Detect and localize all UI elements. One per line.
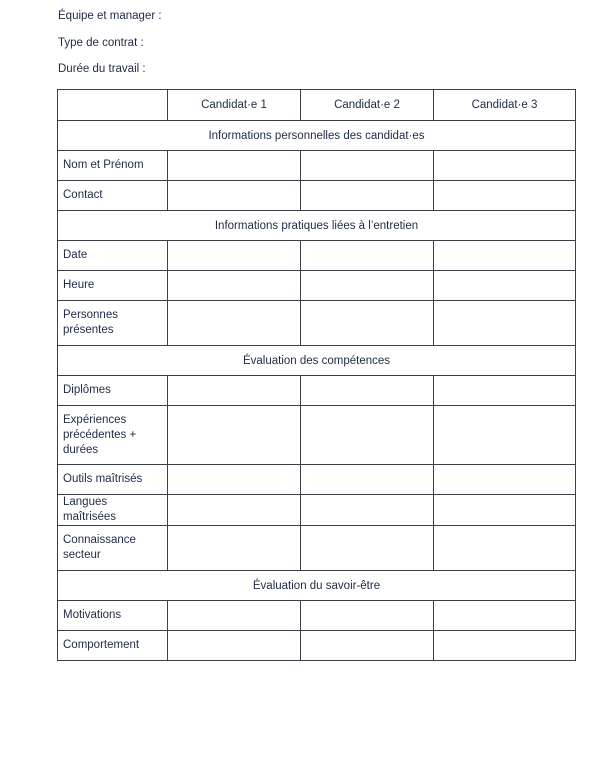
table-row (58, 406, 576, 465)
input-cell-candidate-2[interactable] (301, 631, 434, 661)
section-row-practical (58, 211, 576, 241)
input-cell-candidate-2[interactable] (301, 241, 434, 271)
header-candidate-3: Candidat·e 3 (434, 90, 576, 121)
input-cell-candidate-2[interactable] (301, 301, 434, 346)
input-cell-candidate-3[interactable] (434, 241, 576, 271)
input-cell-candidate-3[interactable] (434, 181, 576, 211)
row-label-attendees: Personnes présentes (58, 301, 168, 346)
row-label-behavior: Comportement (58, 631, 168, 661)
row-label-diplomas: Diplômes (58, 376, 168, 406)
row-label-contact: Contact (58, 181, 168, 211)
input-cell-candidate-1[interactable] (168, 181, 301, 211)
input-cell-candidate-1[interactable] (168, 526, 301, 571)
input-cell-candidate-3[interactable] (434, 376, 576, 406)
row-label-date: Date (58, 241, 168, 271)
section-title-soft-skills: Évaluation du savoir-être (58, 571, 576, 601)
input-cell-candidate-1[interactable] (168, 151, 301, 181)
input-cell-candidate-2[interactable] (301, 181, 434, 211)
section-row-soft-skills (58, 571, 576, 601)
table-row (58, 241, 576, 271)
row-label-name: Nom et Prénom (58, 151, 168, 181)
table-row (58, 526, 576, 571)
input-cell-candidate-2[interactable] (301, 601, 434, 631)
input-cell-candidate-1[interactable] (168, 271, 301, 301)
input-cell-candidate-1[interactable] (168, 241, 301, 271)
input-cell-candidate-2[interactable] (301, 526, 434, 571)
input-cell-candidate-1[interactable] (168, 301, 301, 346)
table-row (58, 601, 576, 631)
input-cell-candidate-3[interactable] (434, 526, 576, 571)
input-cell-candidate-2[interactable] (301, 495, 434, 526)
contract-type-label: Type de contrat : (58, 37, 144, 49)
input-cell-candidate-3[interactable] (434, 301, 576, 346)
input-cell-candidate-2[interactable] (301, 151, 434, 181)
input-cell-candidate-3[interactable] (434, 631, 576, 661)
input-cell-candidate-1[interactable] (168, 631, 301, 661)
input-cell-candidate-1[interactable] (168, 406, 301, 465)
input-cell-candidate-1[interactable] (168, 465, 301, 495)
row-label-sector: Connaissance secteur (58, 526, 168, 571)
table-row (58, 271, 576, 301)
header-candidate-1: Candidat·e 1 (168, 90, 301, 121)
input-cell-candidate-2[interactable] (301, 406, 434, 465)
input-cell-candidate-2[interactable] (301, 465, 434, 495)
section-title-personal: Informations personnelles des candidat·es (58, 121, 576, 151)
input-cell-candidate-1[interactable] (168, 601, 301, 631)
section-row-personal (58, 121, 576, 151)
section-row-skills (58, 346, 576, 376)
section-title-skills: Évaluation des compétences (58, 346, 576, 376)
input-cell-candidate-3[interactable] (434, 406, 576, 465)
work-duration-label: Durée du travail : (58, 63, 146, 75)
team-manager-label: Équipe et manager : (58, 10, 162, 22)
table-row (58, 376, 576, 406)
input-cell-candidate-1[interactable] (168, 495, 301, 526)
input-cell-candidate-3[interactable] (434, 601, 576, 631)
table-row (58, 181, 576, 211)
input-cell-candidate-3[interactable] (434, 151, 576, 181)
table-row (58, 495, 576, 526)
candidate-evaluation-table (57, 89, 576, 661)
row-label-tools: Outils maîtrisés (58, 465, 168, 495)
header-candidate-2: Candidat·e 2 (301, 90, 434, 121)
header-empty-cell (58, 90, 168, 121)
table-row (58, 465, 576, 495)
input-cell-candidate-3[interactable] (434, 495, 576, 526)
input-cell-candidate-3[interactable] (434, 271, 576, 301)
row-label-time: Heure (58, 271, 168, 301)
input-cell-candidate-2[interactable] (301, 271, 434, 301)
table-header-row (58, 90, 576, 121)
table-row (58, 151, 576, 181)
table-row (58, 631, 576, 661)
input-cell-candidate-1[interactable] (168, 376, 301, 406)
row-label-motivations: Motivations (58, 601, 168, 631)
row-label-experience: Expériences précédentes + durées (58, 406, 168, 465)
input-cell-candidate-3[interactable] (434, 465, 576, 495)
input-cell-candidate-2[interactable] (301, 376, 434, 406)
table-row (58, 301, 576, 346)
section-title-practical: Informations pratiques liées à l’entretien (58, 211, 576, 241)
row-label-languages: Langues maîtrisées (58, 495, 168, 526)
